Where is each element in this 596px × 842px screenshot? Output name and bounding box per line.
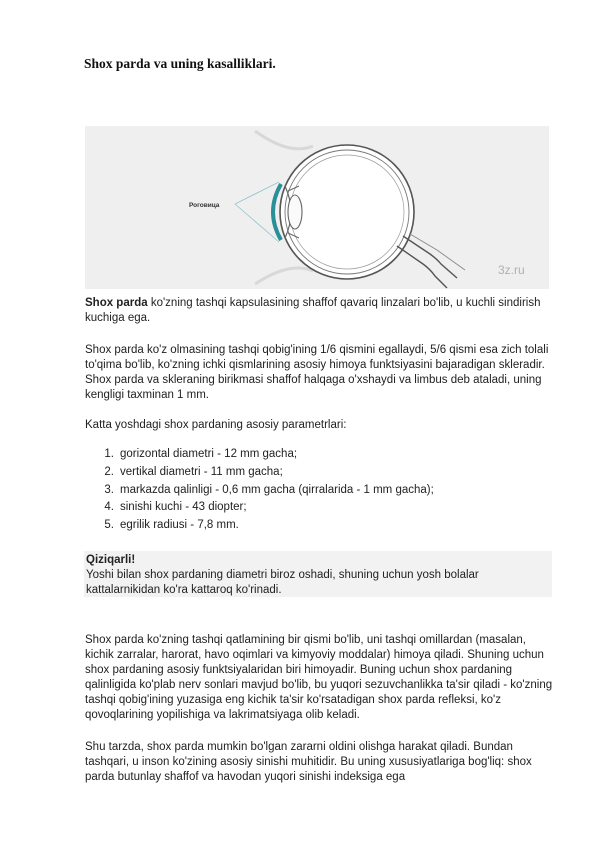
- list-number: 1.: [104, 448, 114, 460]
- list-number: 5.: [104, 519, 114, 532]
- list-text: sinishi kuchi - 43 diopter;: [120, 501, 247, 514]
- note-title: Qiziqarli!: [86, 554, 136, 566]
- list-number: 4.: [104, 501, 114, 514]
- paragraph-5: Shu tarzda, shox parda mumkin bo'lgan zararni oldini olishga harakat qiladi. Bundan tashqari, u inson ko'zining asosiy sinishi muhitidir. Bu uning xususiyatlariga bog'liq: shox parda butunlay shaffof va havodan yuqori sinishi indeksiga ega: [85, 741, 532, 783]
- parameters-list: [85, 446, 555, 535]
- page-title: Shox parda va uning kasalliklari.: [84, 56, 276, 71]
- list-item: [85, 464, 555, 482]
- intro-paragraph: [85, 296, 555, 326]
- list-number: 3.: [104, 483, 114, 496]
- list-number: 2.: [104, 465, 114, 478]
- list-text: gorizontal diametri - 12 mm gacha;: [120, 448, 298, 460]
- list-item: [85, 482, 555, 500]
- list-item: [85, 446, 555, 464]
- note-text: Yoshi bilan shox pardaning diametri biroz oshadi, shuning uchun yosh bolalar kattalarnikidan ko'ra kattaroq ko'rinadi.: [86, 569, 479, 596]
- list-text: markazda qalinligi - 0,6 mm gacha (qirralarida - 1 mm gacha);: [120, 483, 434, 496]
- list-item: [85, 499, 555, 517]
- list-item: [85, 517, 555, 535]
- paragraph-3: Katta yoshdagi shox pardaning asosiy parametrlari:: [85, 419, 347, 431]
- list-text: vertikal diametri - 11 mm gacha;: [120, 465, 283, 478]
- eye-diagram-figure: [85, 126, 549, 289]
- watermark: 3z.ru: [498, 263, 525, 277]
- paragraph-2: Shox parda ko'z olmasining tashqi qobig'ining 1/6 qismini egallaydi, 5/6 qismi esa zich tolali to'qima bo'lib, ko'zning ichki qismlarining asosiy himoya funktsiyasini bajaradigan skleradir. Shox parda va skleraning birikmasi shaffof halqaga o'xshaydi va limbus deb ataladi, uning kengligi taxminan 1 mm.: [85, 344, 549, 401]
- paragraph-4: Shox parda ko'zning tashqi qatlamining bir qismi bo'lib, uni tashqi omillardan (masalan, kichik zarralar, harorat, havo oqimlari va kimyoviy moddalar) himoya qiladi. Shuning uchun shox pardaning asosiy funktsiyalaridan biri himoyadir. Buning uchun shox pardaning qalinligida ko'plab nerv sonlari mavjud bo'lib, bu yuqori sezuvchanlikka ta'sir qiladi - ko'zning tashqi qobig'ining yuzasiga eng kichik ta'sir ko'rsatadigan shox parda refleksi, ko'z qovoqlarining yopilishiga va lakrimatsiyaga olib keladi.: [85, 634, 553, 721]
- eye-anatomy-illustration: [85, 126, 549, 289]
- list-text: egrilik radiusi - 7,8 mm.: [120, 519, 239, 532]
- intro-text: ko'zning tashqi kapsulasining shaffof qavariq linzalari bo'lib, u kuchli sindirish kuchiga ega.: [85, 297, 541, 324]
- cornea-label: Роговица: [189, 202, 220, 209]
- interesting-fact-box: [84, 551, 552, 597]
- intro-term: Shox parda: [85, 297, 148, 309]
